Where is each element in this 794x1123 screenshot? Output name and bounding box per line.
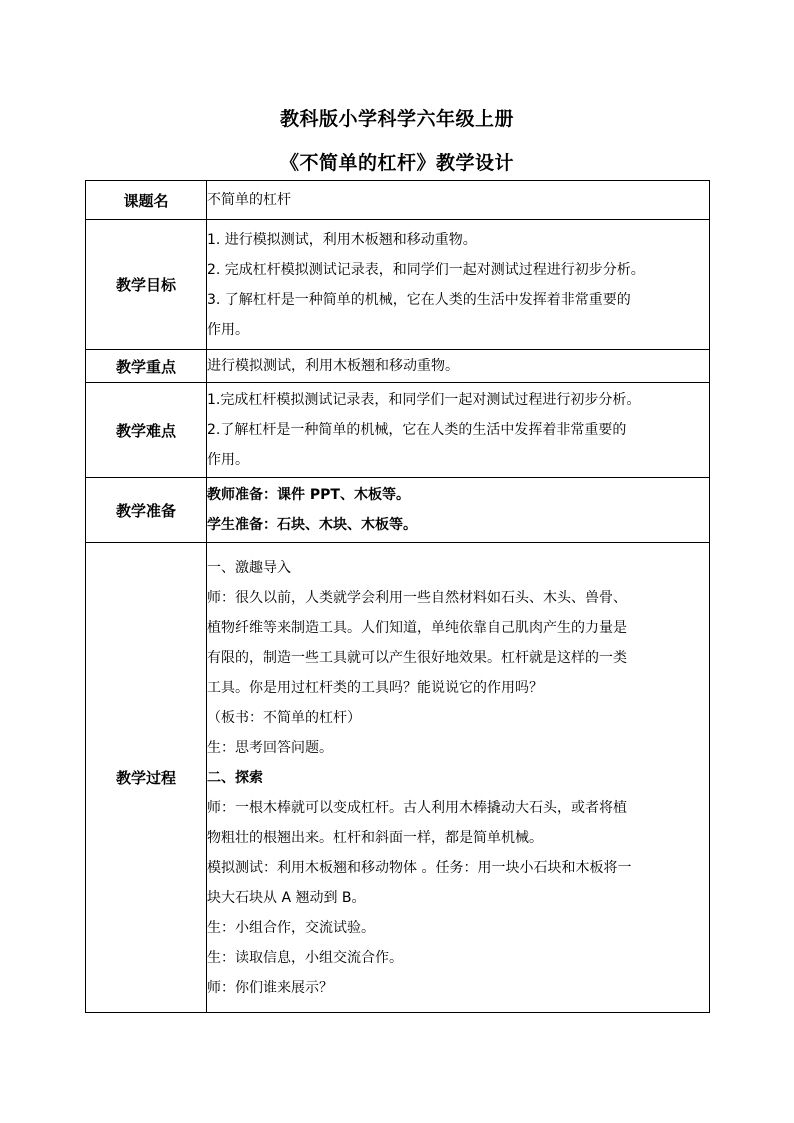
goals-line: 3. 了解杠杆是一种简单的机械，它在人类的生活中发挥着非常重要的 [207, 291, 631, 308]
preparation-label: 教学准备 [86, 478, 207, 543]
row-preparation [86, 478, 710, 543]
process-line: 生：小组合作，交流试验。 [207, 919, 375, 936]
process-line: 有限的，制造一些工具就可以产生很好地效果。杠杆就是这样的一类 [207, 649, 627, 666]
lesson-plan-table [85, 180, 710, 1013]
process-line: 块大石块从 A 翘动到 B。 [207, 889, 366, 906]
process-label: 教学过程 [86, 543, 207, 1013]
goals-cell [207, 220, 710, 350]
topic-cell [207, 181, 710, 220]
topic-label: 课题名 [86, 181, 207, 220]
row-difficulties [86, 383, 710, 478]
goals-line: 作用。 [207, 321, 249, 338]
topic-value: 不简单的杠杆 [207, 192, 291, 208]
section-heading: 一、激趣导入 [207, 559, 291, 576]
process-line: 生：思考回答问题。 [207, 739, 333, 756]
difficulties-line: 2.了解杠杆是一种简单的机械，它在人类的生活中发挥着非常重要的 [207, 422, 627, 438]
lesson-title: 《不简单的杠杆》教学设计 [279, 152, 514, 174]
difficulties-label: 教学难点 [86, 383, 207, 478]
process-line: 植物纤维等来制造工具。人们知道，单纯依靠自己肌肉产生的力量是 [207, 619, 627, 636]
process-line: 师：很久以前，人类就学会利用一些自然材料如石头、木头、兽骨、 [207, 589, 627, 606]
section-heading: 二、探索 [207, 769, 263, 786]
student-preparation: 学生准备：石块、木块、木板等。 [207, 517, 417, 533]
teacher-preparation: 教师准备：课件 PPT、木板等。 [207, 487, 410, 503]
row-process [86, 543, 710, 1013]
difficulties-line: 1.完成杠杆模拟测试记录表，和同学们一起对测试过程进行初步分析。 [207, 392, 641, 408]
goals-label: 教学目标 [86, 220, 207, 350]
process-line: 师：你们谁来展示？ [207, 979, 333, 996]
key-points-label: 教学重点 [86, 350, 207, 383]
document-title: 教科版小学科学六年级上册 [279, 108, 514, 130]
row-key-points [86, 350, 710, 383]
goals-line: 2. 完成杠杆模拟测试记录表，和同学们一起对测试过程进行初步分析。 [207, 261, 645, 278]
preparation-cell [207, 478, 710, 543]
row-goals [86, 220, 710, 350]
difficulties-cell [207, 383, 710, 478]
goals-line: 1. 进行模拟测试，利用木板翘和移动重物。 [207, 231, 477, 248]
process-line: 模拟测试：利用木板翘和移动物体 。任务：用一块小石块和木板将一 [207, 859, 632, 876]
key-points-cell [207, 350, 710, 383]
process-line: 物粗壮的根翘出来。杠杆和斜面一样，都是简单机械。 [207, 829, 543, 846]
process-line: 生：读取信息，小组交流合作。 [207, 949, 403, 966]
difficulties-line: 作用。 [207, 452, 249, 468]
process-line: 工具。你是用过杠杆类的工具吗？能说说它的作用吗？ [207, 679, 543, 696]
process-line: 师：一根木棒就可以变成杠杆。古人利用木棒撬动大石头，或者将植 [207, 799, 627, 816]
process-line: （板书：不简单的杠杆） [207, 709, 361, 726]
key-points-value: 进行模拟测试，利用木板翘和移动重物。 [207, 358, 459, 374]
process-cell [207, 543, 710, 1013]
row-topic [86, 181, 710, 220]
